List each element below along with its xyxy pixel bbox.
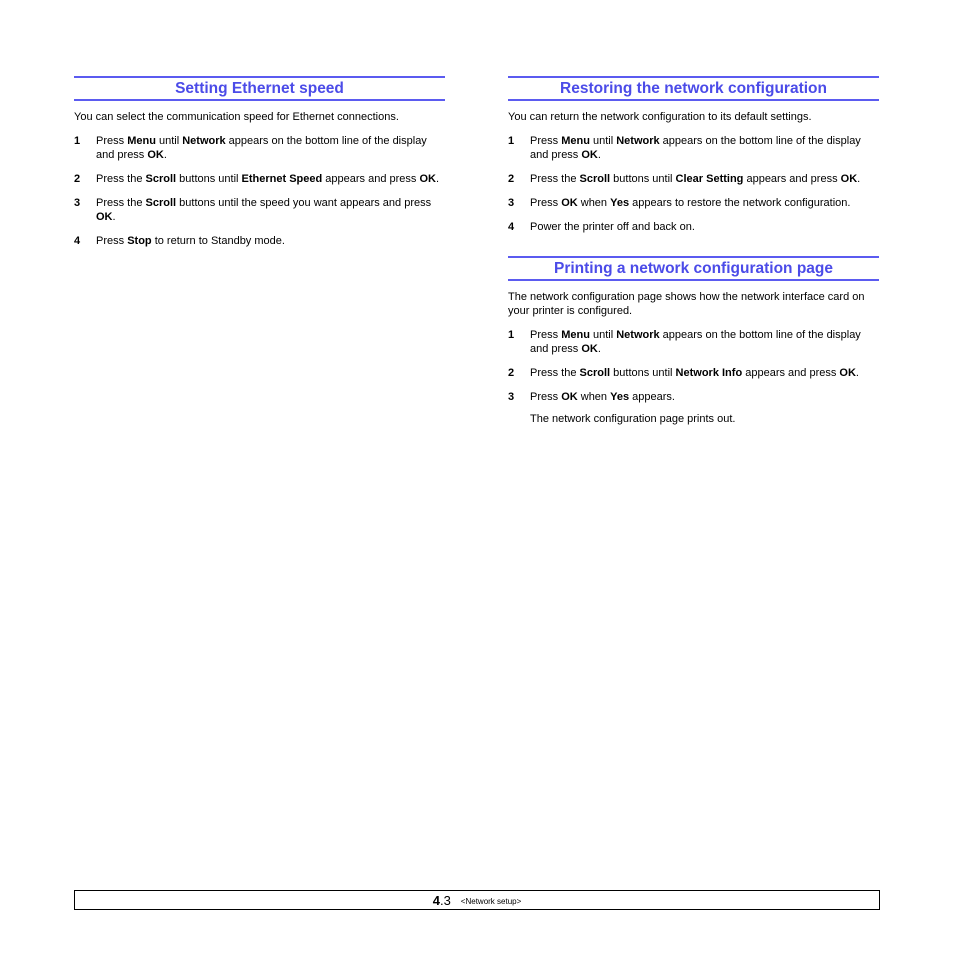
step-keyword: Stop	[127, 235, 152, 247]
page-number	[433, 893, 451, 908]
page-number-minor: .3	[439, 892, 451, 908]
step-number: 3	[508, 391, 515, 403]
step-text-run: buttons until	[176, 173, 242, 185]
step-keyword: OK	[581, 149, 598, 161]
page-number-major: 4	[432, 892, 440, 908]
section-heading: Restoring the network configuration	[508, 76, 879, 101]
step-item	[508, 220, 879, 234]
step-text	[530, 220, 879, 234]
step-keyword: Network Info	[675, 367, 743, 379]
step-text-run: buttons until	[610, 367, 676, 379]
step-keyword: Clear Setting	[675, 173, 744, 185]
step-text-run: appears and press	[742, 367, 840, 379]
steps-list	[508, 328, 879, 404]
page-footer	[74, 890, 880, 910]
step-keyword: Scroll	[145, 197, 177, 209]
step-text-run: buttons until the speed you want appears and press	[176, 197, 432, 209]
step-keyword: OK	[419, 173, 436, 185]
step-text-run: Press	[530, 197, 562, 209]
step-text-run: appears on the bottom line of the display and press	[530, 135, 861, 161]
step-text-run: Press	[530, 329, 562, 341]
step-text	[530, 134, 879, 162]
step-text-run: until	[589, 135, 617, 147]
step-text-run: when	[577, 197, 611, 209]
step-item	[74, 196, 445, 224]
step-number: 1	[508, 329, 515, 341]
section-intro: You can return the network configuration to its default settings.	[508, 111, 812, 123]
step-text-run: .	[435, 173, 440, 185]
step-keyword: OK	[561, 197, 578, 209]
step-keyword: OK	[839, 367, 856, 379]
step-text-run: appears on the bottom line of the display and press	[96, 135, 427, 161]
step-text-run: Press	[530, 135, 562, 147]
step-text-run: .	[597, 149, 601, 161]
step-keyword: Network	[182, 135, 226, 147]
step-text	[530, 172, 879, 186]
left-column	[74, 76, 445, 258]
steps-list	[74, 134, 445, 248]
section-printing-network-configuration-page	[508, 256, 879, 426]
step-text-run: until	[155, 135, 183, 147]
step-item	[508, 390, 879, 404]
step-text-run: .	[857, 173, 861, 185]
step-text-run: .	[597, 343, 601, 355]
step-item	[74, 234, 445, 248]
step-number: 2	[74, 173, 81, 185]
step-number: 2	[508, 367, 515, 379]
step-text-run: .	[855, 367, 859, 379]
section-intro: You can select the communication speed for Ethernet connections.	[74, 111, 399, 123]
step-text-run: appears and press	[322, 173, 420, 185]
step-text-run: appears and press	[743, 173, 841, 185]
step-keyword: OK	[840, 173, 858, 185]
step-number: 3	[508, 197, 515, 209]
step-text-run: .	[163, 149, 167, 161]
step-keyword: Menu	[127, 135, 156, 147]
step-text-run: to return to Standby mode.	[151, 235, 285, 247]
step-item	[508, 366, 879, 380]
step-number: 1	[508, 135, 515, 147]
step-text-run: .	[112, 211, 116, 223]
chapter-label: <Network setup>	[460, 896, 522, 906]
step-keyword: Yes	[610, 391, 630, 403]
step-item	[74, 172, 445, 186]
step-item	[508, 134, 879, 162]
steps-list	[508, 134, 879, 234]
step-text-run: when	[577, 391, 611, 403]
step-text-run: until	[589, 329, 617, 341]
step-keyword: OK	[561, 391, 578, 403]
step-text	[530, 390, 879, 404]
step-keyword: Scroll	[145, 173, 177, 185]
step-text-run: appears.	[629, 391, 675, 403]
step-text-run: Press the	[530, 367, 580, 379]
step-text-run: Press the	[96, 173, 146, 185]
step-number: 4	[74, 235, 81, 247]
section-setting-ethernet-speed	[74, 76, 445, 248]
step-text-run: Press	[96, 235, 128, 247]
step-keyword: Ethernet Speed	[241, 173, 323, 185]
step-number: 4	[508, 221, 515, 233]
step-text	[96, 172, 445, 186]
step-text-run: appears on the bottom line of the display and press	[530, 329, 861, 355]
step-keyword: Scroll	[579, 173, 611, 185]
step-item	[74, 134, 445, 162]
step-keyword: Network	[616, 135, 660, 147]
step-number: 2	[508, 173, 515, 185]
step-item	[508, 172, 879, 186]
step-note: The network configuration page prints out.	[530, 413, 736, 425]
step-keyword: Menu	[561, 329, 590, 341]
step-keyword: Yes	[610, 197, 630, 209]
step-text	[530, 196, 879, 210]
step-keyword: OK	[147, 149, 164, 161]
step-text	[96, 196, 445, 224]
step-text-run: appears to restore the network configuration.	[629, 197, 851, 209]
step-keyword: Menu	[561, 135, 590, 147]
step-number: 1	[74, 135, 81, 147]
step-text	[530, 366, 879, 380]
step-text-run: Press	[530, 391, 562, 403]
right-column	[508, 76, 879, 426]
step-keyword: OK	[581, 343, 598, 355]
section-intro: The network configuration page shows how the network interface card on your printer is configured.	[508, 291, 865, 317]
step-text-run: buttons until	[610, 173, 676, 185]
step-text-run: Press the	[530, 173, 580, 185]
step-keyword: Network	[616, 329, 660, 341]
step-text	[96, 134, 445, 162]
section-restoring-network-configuration	[508, 76, 879, 234]
step-item	[508, 328, 879, 356]
section-heading: Printing a network configuration page	[508, 256, 879, 281]
step-number: 3	[74, 197, 81, 209]
step-keyword: OK	[96, 211, 113, 223]
step-keyword: Scroll	[579, 367, 611, 379]
section-heading: Setting Ethernet speed	[74, 76, 445, 101]
step-text-run: Press the	[96, 197, 146, 209]
step-text	[530, 328, 879, 356]
step-text	[96, 234, 445, 248]
step-text-run: Power the printer off and back on.	[530, 221, 695, 233]
step-item	[508, 196, 879, 210]
step-text-run: Press	[96, 135, 128, 147]
